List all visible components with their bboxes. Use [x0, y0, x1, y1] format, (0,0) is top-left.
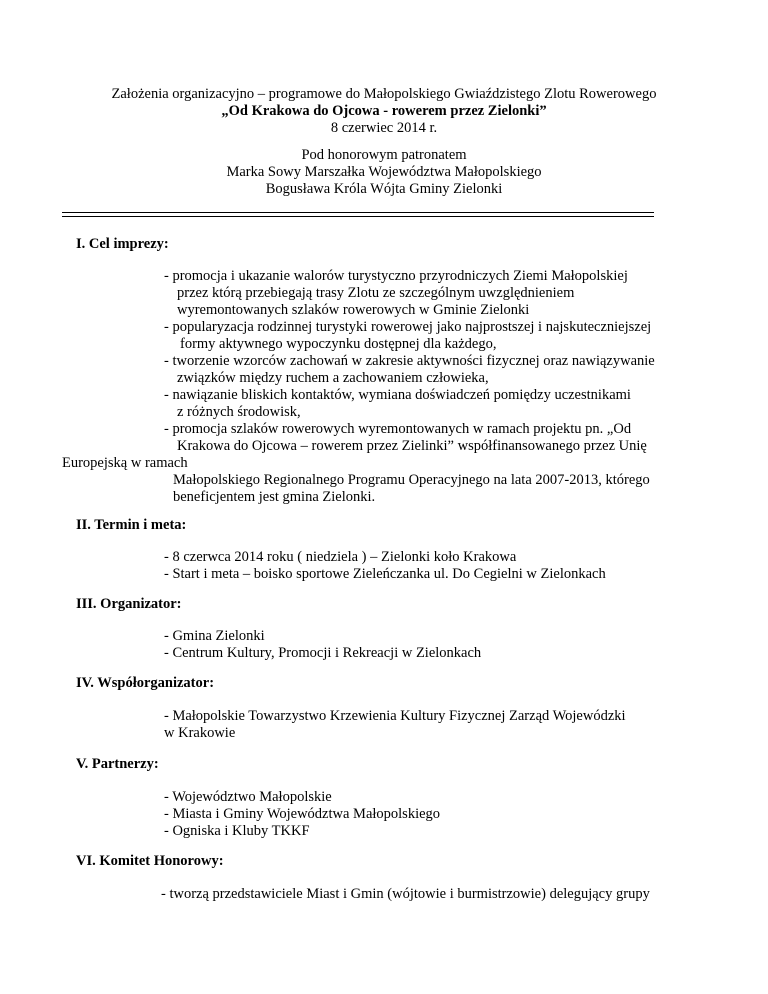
goal-line: wyremontowanych szlaków rowerowych w Gminie Zielonki — [177, 302, 530, 318]
section-title-organizer: III. Organizator: — [76, 596, 182, 612]
section-title-date: II. Termin i meta: — [76, 517, 187, 533]
patronage-mayor: Bogusława Króla Wójta Gminy Zielonki — [265, 181, 503, 197]
partners-line: - Ogniska i Kluby TKKF — [164, 823, 310, 839]
goal-line: - tworzenie wzorców zachowań w zakresie aktywności fizycznej oraz nawiązywanie — [164, 353, 655, 369]
header-event-name: „Od Krakowa do Ojcowa - rowerem przez Zielonki” — [221, 103, 547, 119]
coorganizer-line: w Krakowie — [164, 725, 236, 741]
goal-line: beneficjentem jest gmina Zielonki. — [173, 489, 376, 505]
header-title-line: Założenia organizacyjno – programowe do Małopolskiego Gwiaździstego Zlotu Rowerowego — [111, 86, 657, 102]
goal-line: formy aktywnego wypoczynku dostępnej dla każdego, — [180, 336, 497, 352]
patronage-marshal: Marka Sowy Marszałka Województwa Małopolskiego — [226, 164, 542, 180]
patronage-heading: Pod honorowym patronatem — [301, 147, 467, 163]
goal-line: - popularyzacja rodzinnej turystyki rowerowej jako najprostszej i najskuteczniejszej — [164, 319, 652, 335]
organizer-line: - Gmina Zielonki — [164, 628, 265, 644]
date-line: - Start i meta – boisko sportowe Zieleńczanka ul. Do Cegielni w Zielonkach — [164, 566, 606, 582]
goal-line: Małopolskiego Regionalnego Programu Operacyjnego na lata 2007-2013, którego — [173, 472, 650, 488]
coorganizer-line: - Małopolskie Towarzystwo Krzewienia Kultury Fizycznej Zarząd Wojewódzki — [164, 708, 626, 724]
section-title-coorganizer: IV. Współorganizator: — [76, 675, 215, 691]
partners-line: - Miasta i Gminy Województwa Małopolskiego — [164, 806, 441, 822]
section-title-honorary-committee: VI. Komitet Honorowy: — [76, 853, 224, 869]
document-header — [0, 86, 768, 137]
date-line: - 8 czerwca 2014 roku ( niedziela ) – Zielonki koło Krakowa — [164, 549, 517, 565]
honorary-committee-line: - tworzą przedstawiciele Miast i Gmin (wójtowie i burmistrzowie) delegujący grupy — [161, 886, 650, 902]
header-divider-top — [62, 212, 654, 213]
header-divider-bottom — [62, 216, 654, 217]
section-title-partners: V. Partnerzy: — [76, 756, 159, 772]
header-date: 8 czerwiec 2014 r. — [330, 120, 438, 136]
goal-line: Europejską w ramach — [62, 455, 188, 471]
partners-line: - Województwo Małopolskie — [164, 789, 332, 805]
goal-line: - promocja szlaków rowerowych wyremontowanych w ramach projektu pn. „Od — [164, 421, 632, 437]
goal-line: związków między ruchem a zachowaniem człowieka, — [177, 370, 489, 386]
section-title-goal: I. Cel imprezy: — [76, 236, 169, 252]
patronage-block — [0, 147, 768, 198]
goal-line: Krakowa do Ojcowa – rowerem przez Zielinki” współfinansowanego przez Unię — [177, 438, 647, 454]
organizer-line: - Centrum Kultury, Promocji i Rekreacji w Zielonkach — [164, 645, 482, 661]
goal-line: - promocja i ukazanie walorów turystyczno przyrodniczych Ziemi Małopolskiej — [164, 268, 628, 284]
goal-line: z różnych środowisk, — [177, 404, 301, 420]
goal-line: przez którą przebiegają trasy Zlotu ze szczególnym uwzględnieniem — [177, 285, 575, 301]
goal-line: - nawiązanie bliskich kontaktów, wymiana doświadczeń pomiędzy uczestnikami — [164, 387, 631, 403]
